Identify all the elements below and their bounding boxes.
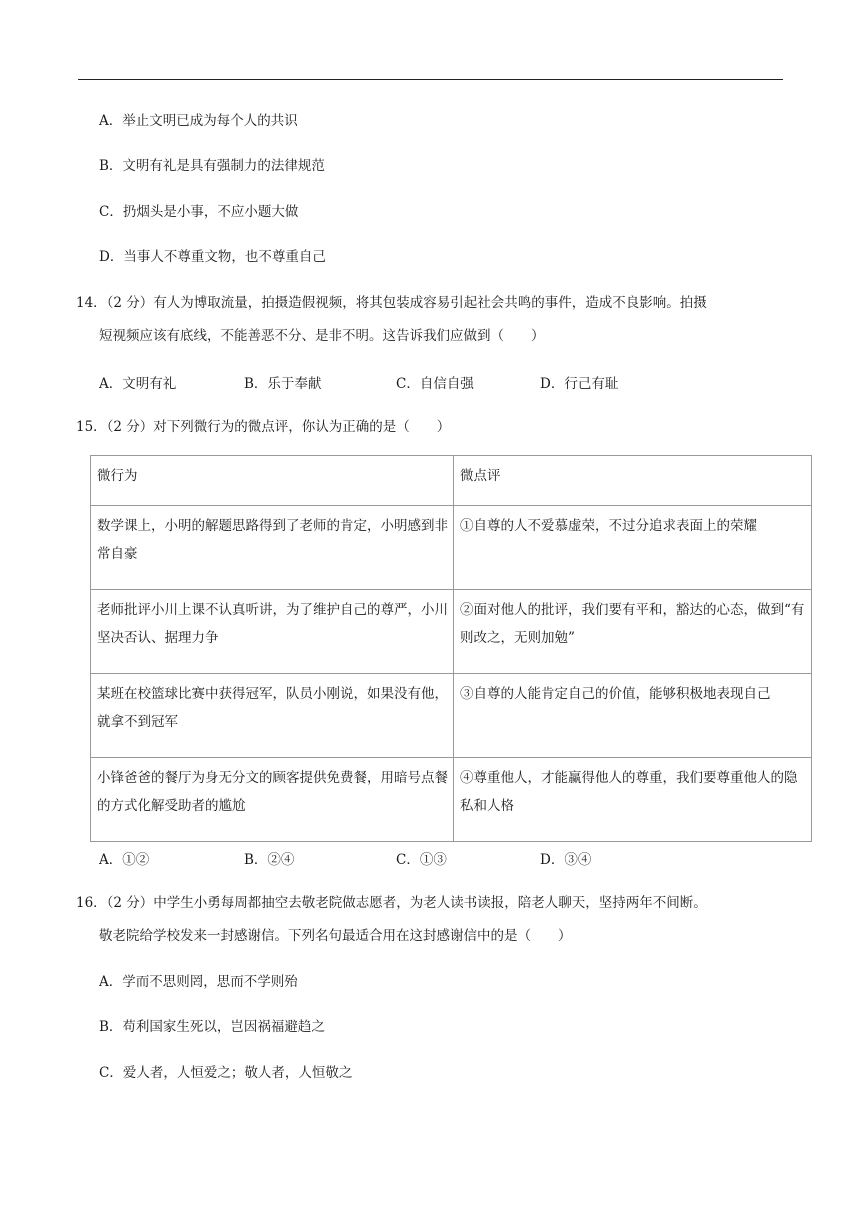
q13-option-a[interactable]: A．举止文明已成为每个人的共识 [99,113,298,129]
table-cell: ①自尊的人不爱慕虚荣，不过分追求表面上的荣耀 [454,506,812,590]
table-cell: ②面对他人的批评，我们要有平和，豁达的心态，做到“有则改之，无则加勉” [454,590,812,674]
table-row [91,674,812,758]
q14-option-c[interactable]: C．自信自强 [396,376,474,392]
table-header-cell: 微点评 [454,456,812,506]
table-row [91,590,812,674]
q15-stem: 15．（2 分）对下列微行为的微点评，你认为正确的是（ ） [76,419,451,435]
q16-stem-line2: 敬老院给学校发来一封感谢信。下列名句最适合用在这封感谢信中的是（ ） [99,928,572,944]
table-cell: ③自尊的人能肯定自己的价值，能够积极地表现自己 [454,674,812,758]
q14-option-b[interactable]: B．乐于奉献 [244,376,322,392]
q16-option-a[interactable]: A．学而不思则罔，思而不学则殆 [99,974,298,990]
header-rule [78,79,783,80]
table-header-row [91,456,812,506]
q13-option-c[interactable]: C．扔烟头是小事，不应小题大做 [99,204,299,220]
table-row [91,758,812,842]
q15-option-b[interactable]: B．②④ [244,852,295,868]
q15-option-c[interactable]: C．①③ [396,852,447,868]
q14-option-d[interactable]: D．行己有耻 [540,376,619,392]
q13-option-d[interactable]: D．当事人不尊重文物，也不尊重自己 [99,249,326,265]
table-cell: 某班在校篮球比赛中获得冠军，队员小刚说，如果没有他，就拿不到冠军 [91,674,454,758]
table-row [91,506,812,590]
table-cell: 数学课上，小明的解题思路得到了老师的肯定，小明感到非常自豪 [91,506,454,590]
q16-option-b[interactable]: B．苟利国家生死以，岂因祸福避趋之 [99,1019,325,1035]
table-cell: 小锋爸爸的餐厅为身无分文的顾客提供免费餐，用暗号点餐的方式化解受助者的尴尬 [91,758,454,842]
q14-stem-line2: 短视频应该有底线，不能善恶不分、是非不明。这告诉我们应做到（ ） [99,328,545,344]
q14-option-a[interactable]: A．文明有礼 [99,376,177,392]
q15-table [90,455,812,842]
q15-option-a[interactable]: A．①② [99,852,150,868]
table-header-cell: 微行为 [91,456,454,506]
q14-stem-line1: 14．（2 分）有人为博取流量，拍摄造假视频，将其包装成容易引起社会共鸣的事件，造成不良影响。拍摄 [76,295,707,311]
table-cell: ④尊重他人，才能赢得他人的尊重，我们要尊重他人的隐私和人格 [454,758,812,842]
q13-option-b[interactable]: B．文明有礼是具有强制力的法律规范 [99,158,325,174]
q16-option-c[interactable]: C．爱人者，人恒爱之；敬人者，人恒敬之 [99,1065,353,1081]
q16-stem-line1: 16．（2 分）中学生小勇每周都抽空去敬老院做志愿者，为老人读书读报，陪老人聊天，坚持两年不间断。 [76,895,707,911]
q15-option-d[interactable]: D．③④ [540,852,592,868]
table-cell: 老师批评小川上课不认真听讲，为了维护自己的尊严，小川坚决否认、据理力争 [91,590,454,674]
